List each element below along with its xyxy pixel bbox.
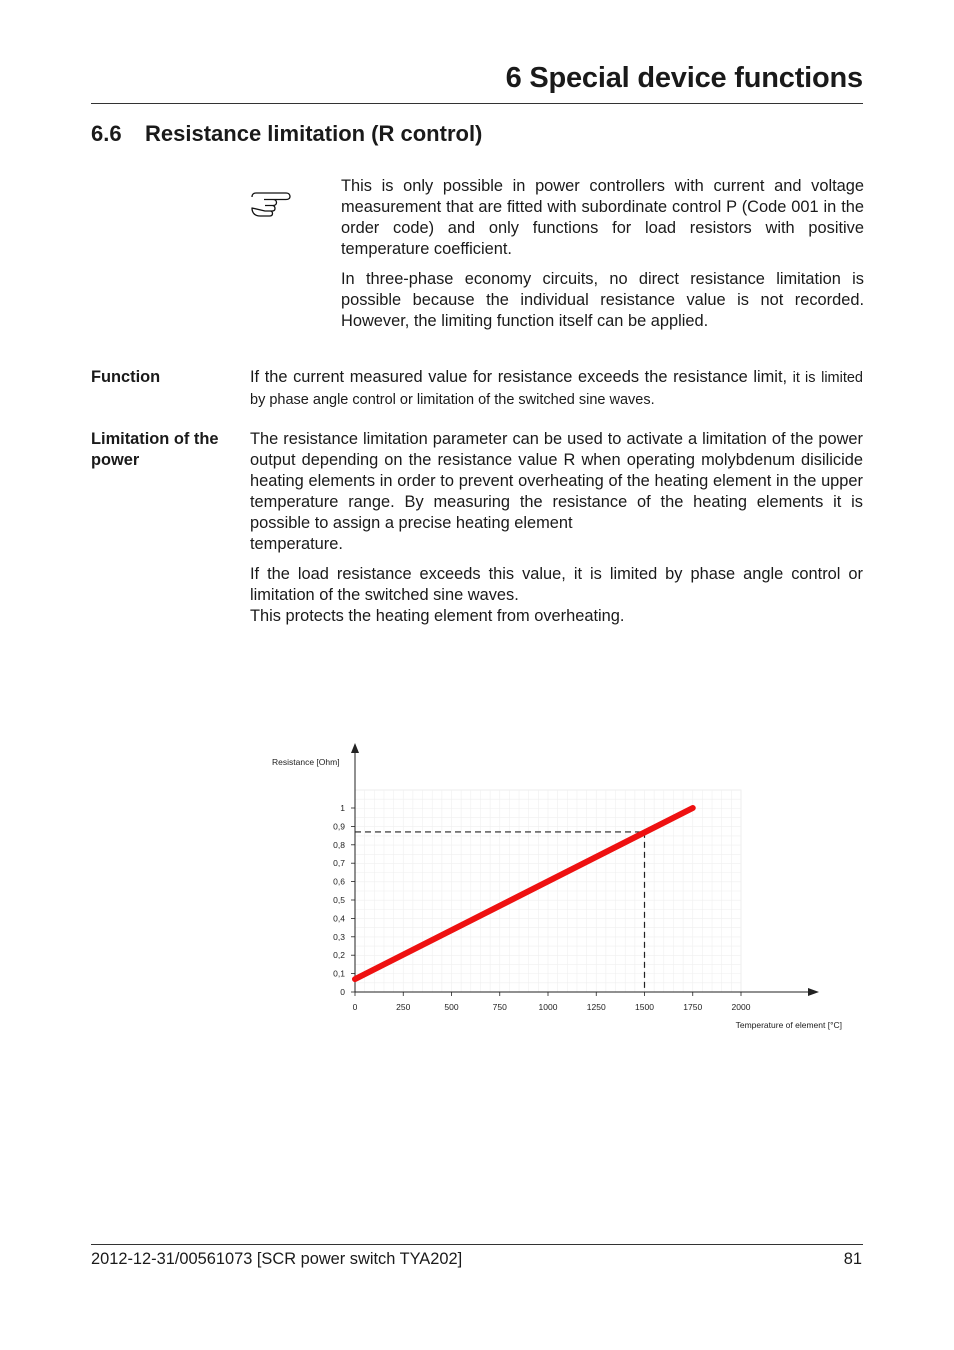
function-text-small-1: it is [792, 370, 816, 386]
chart-y-tick-label: 0,1 [333, 968, 345, 979]
chapter-title: 6 Special device functions [505, 62, 863, 94]
limitation-paragraph-2-line-3: This protects the heating element from overheating. [250, 607, 625, 625]
header-rule [91, 103, 863, 104]
page-number: 81 [843, 1250, 862, 1268]
footer-rule [91, 1244, 863, 1245]
chart-x-tick-label: 1750 [683, 1002, 703, 1012]
function-label: Function [91, 368, 161, 386]
resistance-temperature-chart [265, 735, 865, 1045]
chart-x-axis-arrow [808, 988, 819, 996]
chart-x-tick-label: 500 [444, 1002, 459, 1012]
chart-y-axis-arrow [351, 743, 359, 753]
chart-x-tick-label: 1500 [635, 1002, 654, 1012]
note-paragraph-2: In three-phase economy circuits, no direct resistance limitation is possible because the individual resistance value is not recorded. However, the limiting function itself can be applied. [341, 270, 864, 330]
chart-x-tick-label: 250 [396, 1002, 411, 1012]
note-paragraph-1: This is only possible in power controllers with current and voltage measurement that are fitted with subordinate control P (Code 001 in the order code) and only functions for load resistors with positive temperature coefficient. [341, 177, 864, 258]
chart-y-tick-label: 0,3 [333, 931, 345, 942]
chart-x-tick-label: 2000 [731, 1002, 751, 1012]
section-number: 6.6 [91, 121, 122, 146]
chart-y-tick-label: 0,5 [333, 895, 345, 905]
chart-x-tick-label: 750 [492, 1002, 507, 1012]
section-heading: Resistance limitation (R control) [145, 121, 483, 146]
function-text [250, 367, 863, 411]
chart-y-axis-label: Resistance [Ohm] [272, 757, 340, 767]
limitation-paragraph-1-body: The resistance limitation parameter can be used to activate a limitation of the power output depending on the resistance value R when operating molybdenum disilicide heating elements in order to prevent overheating of the heating element in the upper temperature range. By measuring the resistance of the heating elements it is possible to assign a precise heating element [250, 430, 863, 532]
function-text-main: If the current measured value for resistance exceeds the resistance limit, [250, 368, 788, 386]
footer-document-id: 2012-12-31/00561073 [SCR power switch TYA202] [91, 1250, 463, 1268]
chart-grid [355, 790, 741, 992]
chart-y-tick-label: 0,8 [333, 839, 345, 850]
chart-x-tick-label: 1000 [538, 1002, 558, 1012]
chart-y-tick-label: 0,2 [333, 950, 345, 961]
pointing-hand-icon [249, 188, 295, 220]
chart-x-tick-label: 1250 [586, 1002, 606, 1012]
limitation-paragraph-2-line-1: If the load resistance exceeds this value, it is limited by phase angle control or [250, 565, 863, 583]
chart-y-tick-label: 0,7 [333, 858, 345, 869]
limitation-label: Limitation of the power [91, 430, 219, 469]
chart-y-tick-label: 0,4 [333, 913, 345, 924]
chart-y-tick-label: 0,9 [333, 821, 345, 832]
chart-y-tick-label: 0 [340, 987, 345, 997]
chart-y-tick-label: 0,6 [333, 876, 345, 887]
section-title [91, 121, 482, 147]
limitation-paragraph-2-line-2: limitation of the switched sine waves. [250, 586, 519, 604]
limitation-paragraph-2 [250, 564, 863, 627]
chart-x-tick-label: 0 [352, 1002, 358, 1012]
chart-x-axis-label: Temperature of element [°C] [735, 1020, 842, 1030]
function-text-small-2: limited by phase angle control or limitation of the switched sine waves. [250, 370, 863, 408]
limitation-paragraph-1-tail: temperature. [250, 535, 343, 553]
chart-y-tick-label: 1 [340, 803, 345, 813]
limitation-paragraph-1 [250, 429, 863, 555]
